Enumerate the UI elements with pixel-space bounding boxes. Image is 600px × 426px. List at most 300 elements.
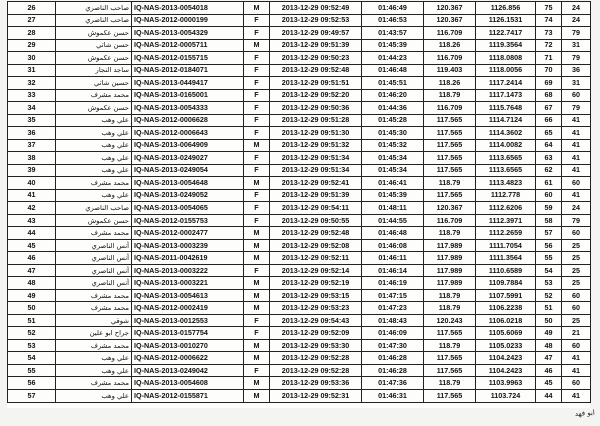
arrival-time-cell: 2013-12-29 09:52:28 <box>270 352 362 365</box>
arrival-time-cell: 2013-12-29 09:52:09 <box>270 327 362 340</box>
table-row <box>8 364 591 377</box>
row-index-cell: 47 <box>8 264 56 277</box>
duration-cell: 01:45:34 <box>362 164 424 177</box>
rank-cell: 72 <box>536 39 562 52</box>
table-row <box>8 339 591 352</box>
name-cell: علي وهب <box>56 189 132 202</box>
ring-id-cell: IQ-NAS-2013-0449417 <box>132 77 244 90</box>
rank-cell: 55 <box>536 252 562 265</box>
score-cell: 79 <box>562 214 591 227</box>
gender-cell: M <box>244 139 270 152</box>
table-row <box>8 302 591 315</box>
rank-cell: 73 <box>536 27 562 40</box>
table-row <box>8 2 591 15</box>
ring-id-cell: IQ-NAS-2012-0155715 <box>132 52 244 65</box>
gender-cell: M <box>244 239 270 252</box>
speed-cell: 117.565 <box>424 127 476 140</box>
row-index-cell: 33 <box>8 89 56 102</box>
arrival-time-cell: 2013-12-29 09:52:11 <box>270 252 362 265</box>
distance-cell: 1112.6206 <box>476 202 536 215</box>
name-cell: حسن شاتي <box>56 39 132 52</box>
name-cell: علي وهب <box>56 127 132 140</box>
speed-cell: 116.709 <box>424 102 476 115</box>
score-cell: 41 <box>562 164 591 177</box>
table-row <box>8 314 591 327</box>
duration-cell: 01:46:09 <box>362 327 424 340</box>
gender-cell: M <box>244 289 270 302</box>
gender-cell: F <box>244 127 270 140</box>
duration-cell: 01:44:55 <box>362 214 424 227</box>
score-cell: 41 <box>562 114 591 127</box>
table-row <box>8 214 591 227</box>
rank-cell: 48 <box>536 339 562 352</box>
arrival-time-cell: 2013-12-29 09:53:15 <box>270 289 362 302</box>
table-row <box>8 152 591 165</box>
score-cell: 41 <box>562 189 591 202</box>
speed-cell: 117.989 <box>424 264 476 277</box>
duration-cell: 01:43:57 <box>362 27 424 40</box>
table-row <box>8 264 591 277</box>
gender-cell: M <box>244 302 270 315</box>
table-row <box>8 77 591 90</box>
duration-cell: 01:48:43 <box>362 314 424 327</box>
rank-cell: 67 <box>536 102 562 115</box>
row-index-cell: 55 <box>8 364 56 377</box>
score-cell: 36 <box>562 64 591 77</box>
name-cell: صاحب الناصري <box>56 202 132 215</box>
distance-cell: 1113.4823 <box>476 177 536 190</box>
arrival-time-cell: 2013-12-29 09:52:48 <box>270 64 362 77</box>
rank-cell: 66 <box>536 114 562 127</box>
rank-cell: 61 <box>536 177 562 190</box>
speed-cell: 120.367 <box>424 14 476 27</box>
speed-cell: 118.79 <box>424 177 476 190</box>
ring-id-cell: IQ-NAS-2013-0249052 <box>132 189 244 202</box>
name-cell: علي وهب <box>56 352 132 365</box>
score-cell: 60 <box>562 89 591 102</box>
duration-cell: 01:46:48 <box>362 227 424 240</box>
ring-id-cell: IQ-NAS-2013-0054648 <box>132 177 244 190</box>
rank-cell: 46 <box>536 364 562 377</box>
score-cell: 25 <box>562 277 591 290</box>
row-index-cell: 34 <box>8 102 56 115</box>
duration-cell: 01:45:39 <box>362 189 424 202</box>
score-cell: 60 <box>562 339 591 352</box>
gender-cell: M <box>244 352 270 365</box>
score-cell: 79 <box>562 102 591 115</box>
rank-cell: 47 <box>536 352 562 365</box>
row-index-cell: 29 <box>8 39 56 52</box>
score-cell: 60 <box>562 177 591 190</box>
distance-cell: 1122.7417 <box>476 27 536 40</box>
rank-cell: 56 <box>536 239 562 252</box>
speed-cell: 117.565 <box>424 164 476 177</box>
distance-cell: 1106.0218 <box>476 314 536 327</box>
distance-cell: 1104.2423 <box>476 352 536 365</box>
name-cell: محمد مشرف <box>56 177 132 190</box>
score-cell: 79 <box>562 52 591 65</box>
arrival-time-cell: 2013-12-29 09:54:43 <box>270 314 362 327</box>
name-cell: محمد مشرف <box>56 89 132 102</box>
distance-cell: 1114.3602 <box>476 127 536 140</box>
name-cell: علي وهب <box>56 389 132 402</box>
rank-cell: 63 <box>536 152 562 165</box>
name-cell: أنس الناصري <box>56 239 132 252</box>
distance-cell: 1126.1531 <box>476 14 536 27</box>
ring-id-cell: IQ-NAS-2012-0155871 <box>132 389 244 402</box>
ring-id-cell: IQ-NAS-2013-0054065 <box>132 202 244 215</box>
gender-cell: F <box>244 327 270 340</box>
speed-cell: 118.79 <box>424 89 476 102</box>
speed-cell: 118.79 <box>424 339 476 352</box>
duration-cell: 01:45:39 <box>362 39 424 52</box>
ring-id-cell: IQ-NAS-2013-0003221 <box>132 277 244 290</box>
score-cell: 60 <box>562 377 591 390</box>
duration-cell: 01:44:23 <box>362 52 424 65</box>
row-index-cell: 44 <box>8 227 56 240</box>
duration-cell: 01:47:23 <box>362 302 424 315</box>
distance-cell: 1114.7124 <box>476 114 536 127</box>
arrival-time-cell: 2013-12-29 09:52:14 <box>270 264 362 277</box>
speed-cell: 116.709 <box>424 214 476 227</box>
ring-id-cell: IQ-NAS-2013-0054329 <box>132 27 244 40</box>
arrival-time-cell: 2013-12-29 09:50:55 <box>270 214 362 227</box>
row-index-cell: 27 <box>8 14 56 27</box>
score-cell: 41 <box>562 127 591 140</box>
ring-id-cell: IQ-NAS-2013-0054608 <box>132 377 244 390</box>
table-row <box>8 352 591 365</box>
rank-cell: 58 <box>536 214 562 227</box>
distance-cell: 1105.6069 <box>476 327 536 340</box>
table-row <box>8 39 591 52</box>
name-cell: صاحب الناصري <box>56 14 132 27</box>
arrival-time-cell: 2013-12-29 09:52:41 <box>270 177 362 190</box>
rank-cell: 49 <box>536 327 562 340</box>
gender-cell: F <box>244 77 270 90</box>
table-body <box>8 2 591 403</box>
rank-cell: 51 <box>536 302 562 315</box>
gender-cell: M <box>244 227 270 240</box>
ring-id-cell: IQ-NAS-2012-0184071 <box>132 64 244 77</box>
row-index-cell: 39 <box>8 164 56 177</box>
row-index-cell: 48 <box>8 277 56 290</box>
distance-cell: 1112.2659 <box>476 227 536 240</box>
row-index-cell: 54 <box>8 352 56 365</box>
score-cell: 24 <box>562 202 591 215</box>
ring-id-cell: IQ-NAS-2012-0006643 <box>132 127 244 140</box>
row-index-cell: 50 <box>8 302 56 315</box>
speed-cell: 116.709 <box>424 52 476 65</box>
gender-cell: F <box>244 189 270 202</box>
speed-cell: 118.79 <box>424 227 476 240</box>
ring-id-cell: IQ-NAS-2013-0165001 <box>132 89 244 102</box>
arrival-time-cell: 2013-12-29 09:52:53 <box>270 14 362 27</box>
score-cell: 25 <box>562 264 591 277</box>
arrival-time-cell: 2013-12-29 09:50:36 <box>270 102 362 115</box>
gender-cell: M <box>244 389 270 402</box>
ring-id-cell: IQ-NAS-2011-0042619 <box>132 252 244 265</box>
gender-cell: F <box>244 89 270 102</box>
distance-cell: 1117.2414 <box>476 77 536 90</box>
ring-id-cell: IQ-NAS-2013-0249027 <box>132 152 244 165</box>
distance-cell: 1110.6589 <box>476 264 536 277</box>
duration-cell: 01:45:28 <box>362 114 424 127</box>
row-index-cell: 37 <box>8 139 56 152</box>
ring-id-cell: IQ-NAS-2013-0012553 <box>132 314 244 327</box>
score-cell: 21 <box>562 327 591 340</box>
duration-cell: 01:46:11 <box>362 252 424 265</box>
arrival-time-cell: 2013-12-29 09:53:30 <box>270 339 362 352</box>
distance-cell: 1111.3564 <box>476 252 536 265</box>
speed-cell: 117.565 <box>424 364 476 377</box>
distance-cell: 1103.9963 <box>476 377 536 390</box>
duration-cell: 01:46:49 <box>362 2 424 15</box>
duration-cell: 01:46:08 <box>362 239 424 252</box>
ring-id-cell: IQ-NAS-2013-0249054 <box>132 164 244 177</box>
rank-cell: 44 <box>536 389 562 402</box>
table-row <box>8 52 591 65</box>
distance-cell: 1107.5991 <box>476 289 536 302</box>
distance-cell: 1104.2423 <box>476 364 536 377</box>
speed-cell: 117.989 <box>424 277 476 290</box>
arrival-time-cell: 2013-12-29 09:51:39 <box>270 189 362 202</box>
rank-cell: 52 <box>536 289 562 302</box>
row-index-cell: 52 <box>8 327 56 340</box>
row-index-cell: 45 <box>8 239 56 252</box>
arrival-time-cell: 2013-12-29 09:51:34 <box>270 164 362 177</box>
duration-cell: 01:47:15 <box>362 289 424 302</box>
speed-cell: 119.403 <box>424 64 476 77</box>
name-cell: أنس الناصري <box>56 277 132 290</box>
row-index-cell: 30 <box>8 52 56 65</box>
row-index-cell: 51 <box>8 314 56 327</box>
distance-cell: 1112.3971 <box>476 214 536 227</box>
arrival-time-cell: 2013-12-29 09:51:32 <box>270 139 362 152</box>
arrival-time-cell: 2013-12-29 09:50:23 <box>270 52 362 65</box>
speed-cell: 117.565 <box>424 189 476 202</box>
row-index-cell: 42 <box>8 202 56 215</box>
arrival-time-cell: 2013-12-29 09:52:48 <box>270 227 362 240</box>
ring-id-cell: IQ-NAS-2013-0054018 <box>132 2 244 15</box>
score-cell: 60 <box>562 289 591 302</box>
gender-cell: F <box>244 264 270 277</box>
rank-cell: 54 <box>536 264 562 277</box>
ring-id-cell: IQ-NAS-2012-0155753 <box>132 214 244 227</box>
table-row <box>8 327 591 340</box>
gender-cell: M <box>244 377 270 390</box>
duration-cell: 01:46:28 <box>362 352 424 365</box>
table-row <box>8 252 591 265</box>
arrival-time-cell: 2013-12-29 09:54:11 <box>270 202 362 215</box>
table-row <box>8 377 591 390</box>
gender-cell: F <box>244 364 270 377</box>
name-cell: أنس الناصري <box>56 264 132 277</box>
speed-cell: 118.26 <box>424 77 476 90</box>
gender-cell: F <box>244 27 270 40</box>
name-cell: أنس الناصري <box>56 252 132 265</box>
name-cell: حسن عكموش <box>56 214 132 227</box>
table-row <box>8 64 591 77</box>
duration-cell: 01:46:19 <box>362 277 424 290</box>
ring-id-cell: IQ-NAS-2013-0054333 <box>132 102 244 115</box>
score-cell: 41 <box>562 152 591 165</box>
gender-cell: M <box>244 252 270 265</box>
row-index-cell: 31 <box>8 64 56 77</box>
duration-cell: 01:45:30 <box>362 127 424 140</box>
duration-cell: 01:46:31 <box>362 389 424 402</box>
gender-cell: M <box>244 2 270 15</box>
duration-cell: 01:46:28 <box>362 364 424 377</box>
distance-cell: 1111.7054 <box>476 239 536 252</box>
speed-cell: 117.989 <box>424 252 476 265</box>
ring-id-cell: IQ-NAS-2012-0002477 <box>132 227 244 240</box>
ring-id-cell: IQ-NAS-2013-0249042 <box>132 364 244 377</box>
table-row <box>8 139 591 152</box>
gender-cell: F <box>244 102 270 115</box>
rank-cell: 69 <box>536 77 562 90</box>
arrival-time-cell: 2013-12-29 09:52:08 <box>270 239 362 252</box>
rank-cell: 57 <box>536 227 562 240</box>
table-row <box>8 27 591 40</box>
duration-cell: 01:44:36 <box>362 102 424 115</box>
gender-cell: F <box>244 14 270 27</box>
duration-cell: 01:48:11 <box>362 202 424 215</box>
duration-cell: 01:46:14 <box>362 264 424 277</box>
distance-cell: 1106.2238 <box>476 302 536 315</box>
gender-cell: F <box>244 164 270 177</box>
speed-cell: 117.565 <box>424 352 476 365</box>
arrival-time-cell: 2013-12-29 09:52:20 <box>270 89 362 102</box>
score-cell: 79 <box>562 27 591 40</box>
gender-cell: F <box>244 202 270 215</box>
name-cell: حسين شاتي <box>56 77 132 90</box>
duration-cell: 01:46:48 <box>362 64 424 77</box>
ring-id-cell: IQ-NAS-2013-0054613 <box>132 289 244 302</box>
ring-id-cell: IQ-NAS-2013-0064909 <box>132 139 244 152</box>
ring-id-cell: IQ-NAS-2012-0005711 <box>132 39 244 52</box>
duration-cell: 01:45:34 <box>362 152 424 165</box>
gender-cell: M <box>244 39 270 52</box>
duration-cell: 01:46:53 <box>362 14 424 27</box>
ring-id-cell: IQ-NAS-2012-0000199 <box>132 14 244 27</box>
gender-cell: F <box>244 314 270 327</box>
name-cell: محمد مشرف <box>56 289 132 302</box>
speed-cell: 118.26 <box>424 39 476 52</box>
table-row <box>8 389 591 402</box>
speed-cell: 117.565 <box>424 139 476 152</box>
ring-id-cell: IQ-NAS-2012-0006622 <box>132 352 244 365</box>
speed-cell: 118.79 <box>424 289 476 302</box>
rank-cell: 70 <box>536 64 562 77</box>
rank-cell: 45 <box>536 377 562 390</box>
rank-cell: 62 <box>536 164 562 177</box>
name-cell: محمد مشرف <box>56 227 132 240</box>
score-cell: 31 <box>562 39 591 52</box>
score-cell: 41 <box>562 389 591 402</box>
distance-cell: 1114.0082 <box>476 139 536 152</box>
row-index-cell: 28 <box>8 27 56 40</box>
distance-cell: 1113.6565 <box>476 152 536 165</box>
gender-cell: M <box>244 177 270 190</box>
score-cell: 24 <box>562 2 591 15</box>
speed-cell: 117.565 <box>424 152 476 165</box>
name-cell: حسن عكموش <box>56 102 132 115</box>
name-cell: شوقي <box>56 314 132 327</box>
row-index-cell: 57 <box>8 389 56 402</box>
rank-cell: 50 <box>536 314 562 327</box>
results-sheet <box>7 1 596 418</box>
distance-cell: 1117.1473 <box>476 89 536 102</box>
row-index-cell: 56 <box>8 377 56 390</box>
rank-cell: 74 <box>536 14 562 27</box>
gender-cell: F <box>244 114 270 127</box>
row-index-cell: 41 <box>8 189 56 202</box>
score-cell: 41 <box>562 139 591 152</box>
arrival-time-cell: 2013-12-29 09:52:28 <box>270 364 362 377</box>
name-cell: محمد مشرف <box>56 377 132 390</box>
arrival-time-cell: 2013-12-29 09:52:31 <box>270 389 362 402</box>
row-index-cell: 43 <box>8 214 56 227</box>
gender-cell: F <box>244 214 270 227</box>
table-row <box>8 89 591 102</box>
score-cell: 41 <box>562 364 591 377</box>
ring-id-cell: IQ-NAS-2013-0157754 <box>132 327 244 340</box>
score-cell: 31 <box>562 77 591 90</box>
table-row <box>8 227 591 240</box>
gender-cell: F <box>244 52 270 65</box>
rank-cell: 71 <box>536 52 562 65</box>
arrival-time-cell: 2013-12-29 09:53:36 <box>270 377 362 390</box>
speed-cell: 116.709 <box>424 27 476 40</box>
table-row <box>8 202 591 215</box>
score-cell: 25 <box>562 239 591 252</box>
speed-cell: 120.243 <box>424 314 476 327</box>
gender-cell: M <box>244 277 270 290</box>
score-cell: 25 <box>562 314 591 327</box>
speed-cell: 120.367 <box>424 202 476 215</box>
speed-cell: 117.565 <box>424 114 476 127</box>
row-index-cell: 49 <box>8 289 56 302</box>
distance-cell: 1113.6565 <box>476 164 536 177</box>
rank-cell: 64 <box>536 139 562 152</box>
speed-cell: 118.79 <box>424 302 476 315</box>
name-cell: علي وهب <box>56 139 132 152</box>
table-row <box>8 114 591 127</box>
name-cell: علي وهب <box>56 164 132 177</box>
row-index-cell: 46 <box>8 252 56 265</box>
speed-cell: 118.79 <box>424 377 476 390</box>
duration-cell: 01:45:51 <box>362 77 424 90</box>
table-row <box>8 177 591 190</box>
table-row <box>8 127 591 140</box>
distance-cell: 1126.856 <box>476 2 536 15</box>
results-table <box>7 1 591 403</box>
name-cell: حسن عكموش <box>56 27 132 40</box>
distance-cell: 1105.0233 <box>476 339 536 352</box>
row-index-cell: 32 <box>8 77 56 90</box>
row-index-cell: 36 <box>8 127 56 140</box>
arrival-time-cell: 2013-12-29 09:51:34 <box>270 152 362 165</box>
distance-cell: 1118.0056 <box>476 64 536 77</box>
table-row <box>8 239 591 252</box>
table-row <box>8 189 591 202</box>
rank-cell: 60 <box>536 189 562 202</box>
speed-cell: 117.565 <box>424 389 476 402</box>
row-index-cell: 26 <box>8 2 56 15</box>
table-row <box>8 14 591 27</box>
arrival-time-cell: 2013-12-29 09:49:57 <box>270 27 362 40</box>
name-cell: علي وهب <box>56 364 132 377</box>
